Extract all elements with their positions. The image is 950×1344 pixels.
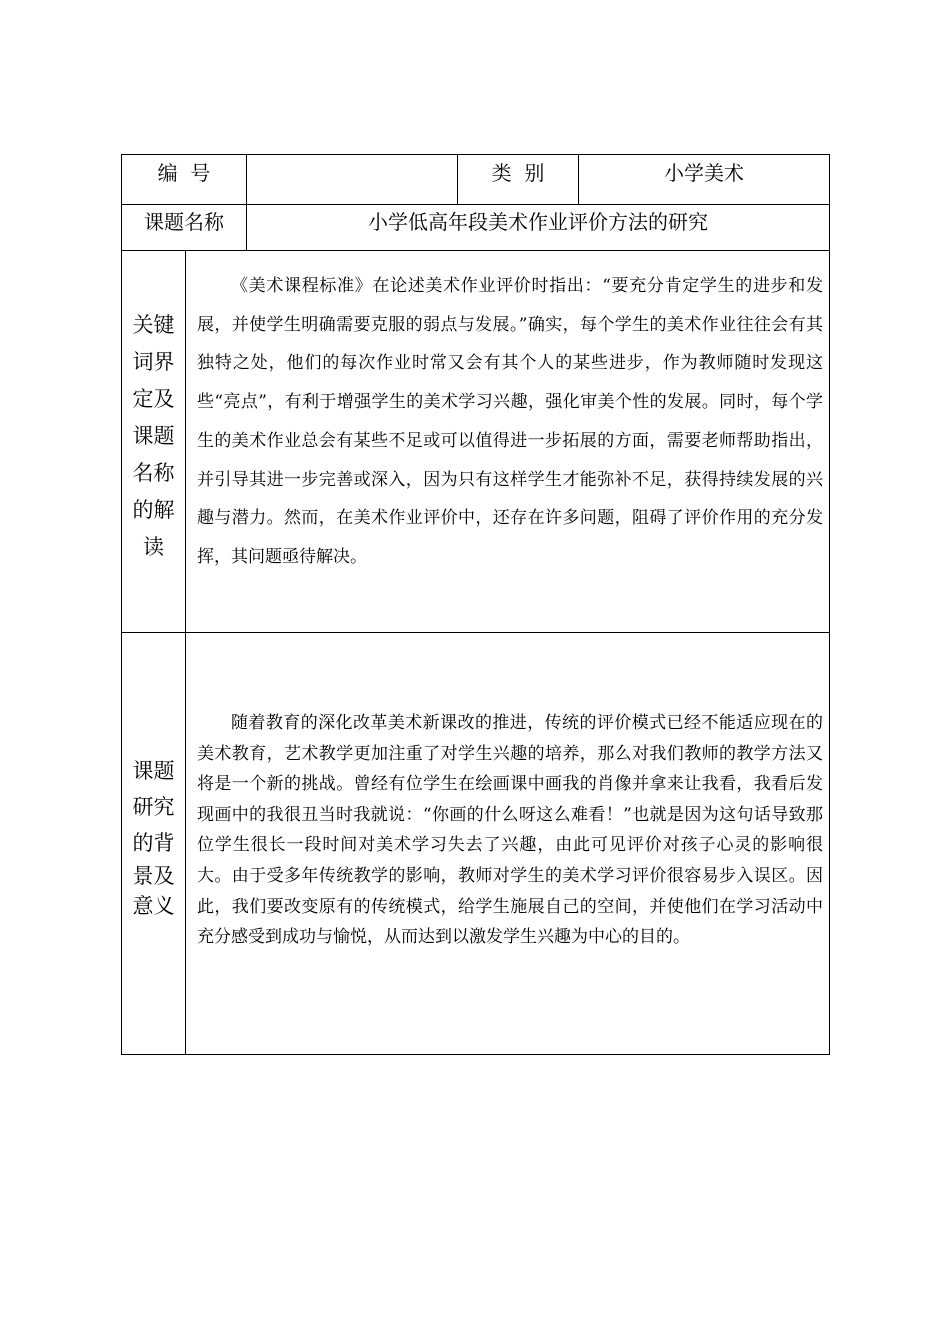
topic-label: 课题名称 xyxy=(144,210,224,234)
section1-label-line: 词界 xyxy=(132,350,175,374)
col-divider-5 xyxy=(185,250,186,1054)
section2-label-line: 课题 xyxy=(132,759,175,783)
section1-text: 《美术课程标准》在论述美术作业评价时指出：“要充分肯定学生的进步和发展，并使学生明确需要克服的弱点与发展。”确实，每个学生的美术作业往往会有其独特之处，他们的每次作业时常又会有其个人的某些进步，作为教师随时发现这些“亮点”，有利于增强学生的美术学习兴趣，强化审美个性的发展。同时，每个学生的美术作业总会有某些不足或可以值得进一步拓展的方面，需要老师帮助指出，并引导其进一步完善或深入，因为只有这样学生才能弥补不足，获得持续发展的兴趣与潜力。然而，在美术作业评价中，还存在许多问题，阻碍了评价作用的充分发挥，其问题亟待解决。 xyxy=(197,276,823,567)
number-value xyxy=(247,155,457,191)
section1-label-line: 读 xyxy=(143,535,164,559)
section2-label-line: 景及 xyxy=(132,864,175,888)
section1-label-line: 关键 xyxy=(132,313,175,337)
section1-label-line: 名称 xyxy=(132,461,175,485)
section1-label xyxy=(122,307,185,566)
category-label: 类 别 xyxy=(491,161,545,185)
section2-label-line: 意义 xyxy=(132,894,175,918)
row-divider-3 xyxy=(122,632,829,633)
section1-label-line: 课题 xyxy=(132,424,175,448)
project-form-table xyxy=(121,154,830,1055)
section1-label-line: 定及 xyxy=(132,387,175,411)
row-divider-2 xyxy=(122,250,829,251)
section2-text: 随着教育的深化改革美术新课改的推进，传统的评价模式已经不能适应现在的美术教育，艺术教学更加注重了对学生兴趣的培养，那么对我们教师的教学方法又将是一个新的挑战。曾经有位学生在绘画课中画我的肖像并拿来让我看，我看后发现画中的我很丑当时我就说：“你画的什么呀这么难看！”也就是因为这句话导致那位学生很长一段时间对美术学习失去了兴趣，由此可见评价对孩子心灵的影响很大。由于受多年传统教学的影响，教师对学生的美术学习评价很容易步入误区。因此，我们要改变原有的传统模式，给学生施展自己的空间，并使他们在学习活动中充分感受到成功与愉悦，从而达到以激发学生兴趣为中心的目的。 xyxy=(197,713,823,948)
topic-value: 小学低高年段美术作业评价方法的研究 xyxy=(368,210,708,234)
section2-label-line: 研究 xyxy=(132,795,175,819)
category-value: 小学美术 xyxy=(664,161,744,185)
section1-label-line: 的解 xyxy=(132,498,175,522)
section2-label-line: 的背 xyxy=(132,831,175,855)
section2-label xyxy=(122,753,185,921)
number-label: 编 号 xyxy=(157,161,211,185)
